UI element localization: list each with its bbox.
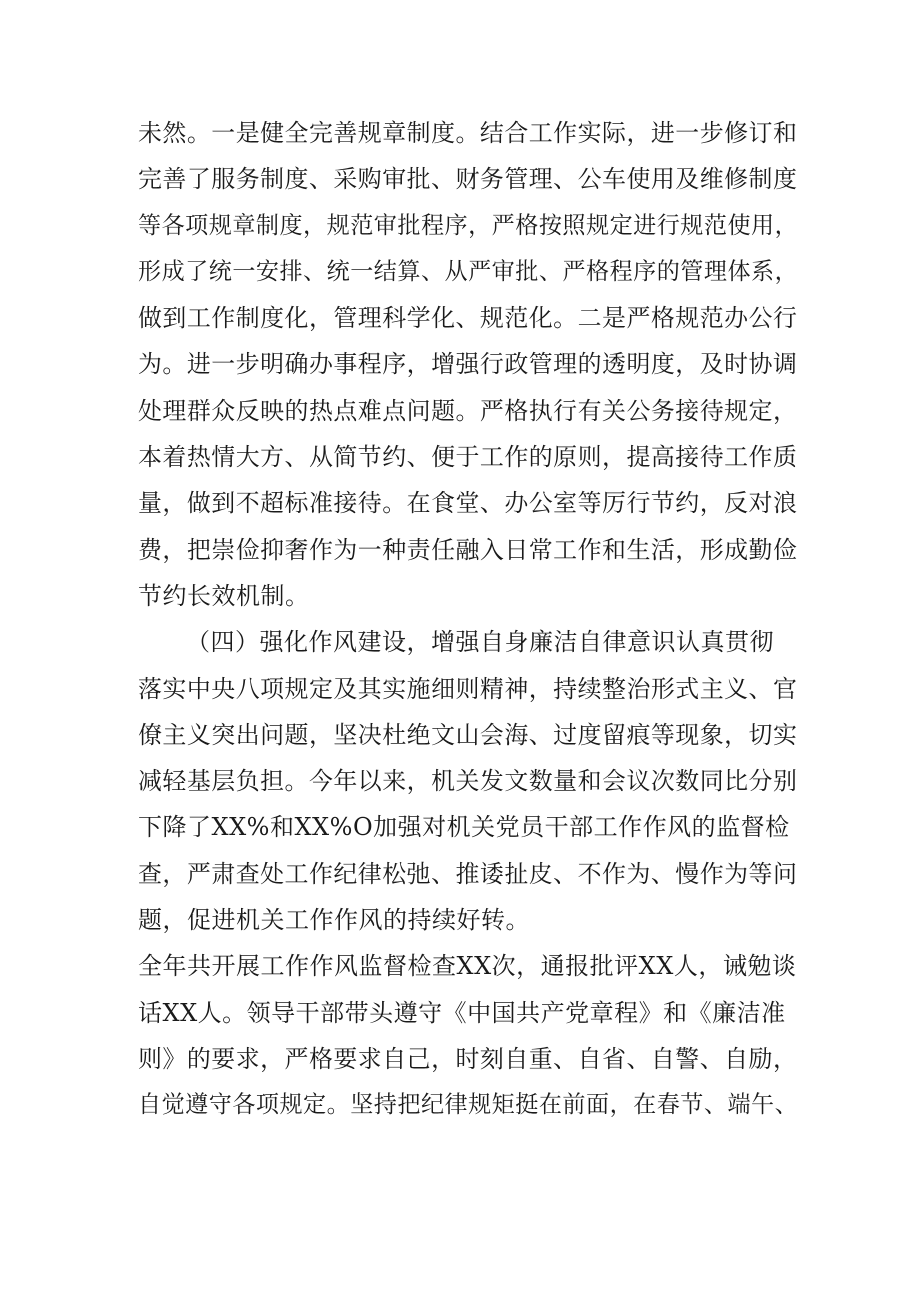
text-line: 为。进一步明确办事程序，增强行政管理的透明度，及时协调 — [138, 350, 798, 379]
text-line: 费，把崇俭抑奢作为一种责任融入日常工作和生活，形成勤俭 — [138, 535, 798, 564]
document-body — [138, 110, 798, 1129]
text-line: 话XX人。领导干部带头遵守《中国共产党章程》和《廉洁准 — [138, 998, 786, 1027]
text-line: 本着热情大方、从简节约、便于工作的原则，提高接待工作质 — [138, 443, 798, 472]
text-line: 未然。一是健全完善规章制度。结合工作实际，进一步修订和 — [138, 119, 798, 147]
text-line: 则》的要求，严格要求自己，时刻自重、自省、自警、自励， — [138, 1044, 798, 1073]
text-line: 题，促进机关工作作风的持续好转。 — [138, 906, 530, 935]
text-line: 查，严肃查处工作纪律松弛、推诿扯皮、不作为、慢作为等问 — [138, 859, 798, 888]
text-line: 完善了服务制度、采购审批、财务管理、公车使用及维修制度 — [138, 165, 798, 194]
text-line: 减轻基层负担。今年以来，机关发文数量和会议次数同比分别 — [138, 767, 798, 796]
text-line: 处理群众反映的热点难点问题。严格执行有关公务接待规定， — [138, 396, 798, 425]
text-line: 落实中央八项规定及其实施细则精神，持续整治形式主义、官 — [138, 674, 798, 703]
text-line: 节约长效机制。 — [138, 581, 310, 610]
text-line: 僚主义突出问题，坚决杜绝文山会海、过度留痕等现象，切实 — [138, 720, 798, 749]
text-line: 等各项规章制度，规范审批程序，严格按照规定进行规范使用， — [138, 212, 799, 239]
text-line: 形成了统一安排、统一结算、从严审批、严格程序的管理体系， — [138, 258, 799, 285]
text-line: 自觉遵守各项规定。坚持把纪律规矩挺在前面，在春节、端午、 — [138, 1092, 799, 1119]
text-line: 全年共开展工作作风监督检查XX次，通报批评XX人，诫勉谈 — [138, 952, 797, 981]
text-line: 做到工作制度化，管理科学化、规范化。二是严格规范办公行 — [138, 304, 798, 333]
text-line: 下降了XX%和XX%O加强对机关党员干部工作作风的监督检 — [138, 813, 790, 842]
section-heading-line: （四）强化作风建设，增强自身廉洁自律意识认真贯彻 — [186, 628, 774, 657]
text-line: 量，做到不超标准接待。在食堂、办公室等厉行节约，反对浪 — [138, 489, 798, 518]
